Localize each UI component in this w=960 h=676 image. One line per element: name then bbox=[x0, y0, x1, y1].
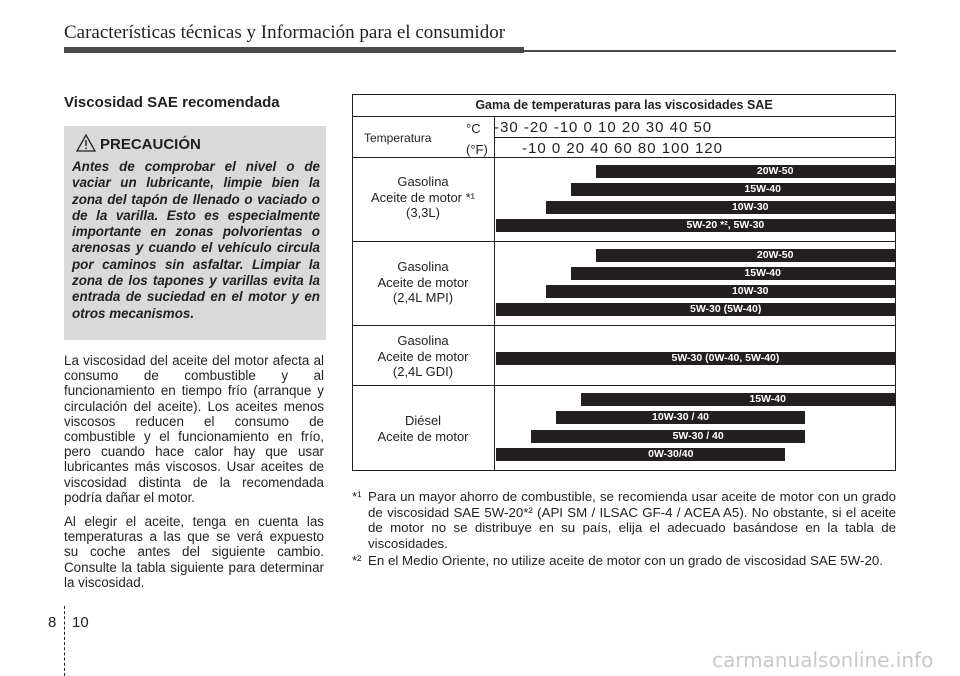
temperature-label: Temperatura bbox=[364, 131, 432, 145]
footnote-text: Para un mayor ahorro de combustible, se recomienda usar aceite de motor con un grado de viscosidad SAE 5W-20*² (API SM / ILSAC GF-4 / ACEA A5). No obstante, si el aceite de motor no se distribuye en su país, elija el adecuado basándose en la tabla de viscosidades. bbox=[368, 489, 896, 551]
viscosity-bar bbox=[496, 448, 785, 461]
viscosity-bar-label: 10W-30 / 40 bbox=[652, 411, 710, 424]
caution-title: PRECAUCIÓN bbox=[100, 136, 201, 153]
fahrenheit-scale: -10 0 20 40 60 80 100 120 bbox=[522, 140, 723, 157]
celsius-scale: -30 -20 -10 0 10 20 30 40 50 bbox=[494, 119, 713, 136]
viscosity-bar-label: 0W-30/40 bbox=[648, 448, 694, 461]
page-header-title: Características técnicas y Información para el consumidor bbox=[64, 22, 506, 43]
paragraph-viscosity: La viscosidad del aceite del motor afecta al consumo de combustible y al funcionamiento en tiempo frío (arranque y circulación del aceite). Los aceites menos viscosos reducen el consumo de combustible y el funcionamiento en frío, pero cuando hace calor hay que usar lubricantes más viscosos. Usar aceites de viscosidad distinta de la recomendada podría dañar el motor. bbox=[64, 353, 324, 505]
row-label-diesel: Diésel Aceite de motor bbox=[377, 413, 469, 444]
viscosity-bar-label: 15W-40 bbox=[749, 392, 786, 405]
viscosity-bar-label: 5W-30 / 40 bbox=[672, 429, 724, 442]
viscosity-bar-label: 5W-30 (5W-40) bbox=[690, 303, 762, 316]
viscosity-bar bbox=[581, 393, 895, 406]
page-number: 10 bbox=[72, 614, 89, 631]
viscosity-bar-label: 10W-30 bbox=[731, 201, 769, 214]
viscosity-bar-label: 20W-50 bbox=[756, 248, 794, 261]
row-label-gasolina-3-3: Gasolina Aceite de motor *¹ (3,3L) bbox=[370, 174, 476, 220]
viscosity-bar bbox=[596, 165, 895, 178]
viscosity-bar bbox=[531, 430, 805, 443]
viscosity-bar-label: 5W-20 *², 5W-30 bbox=[686, 219, 765, 232]
footnote-mark: *¹ bbox=[352, 489, 362, 504]
table-title: Gama de temperaturas para las viscosidades SAE bbox=[475, 98, 773, 112]
viscosity-bar-label: 5W-30 (0W-40, 5W-40) bbox=[671, 352, 780, 364]
viscosity-bar bbox=[496, 303, 895, 316]
section-title: Viscosidad SAE recomendada bbox=[64, 94, 280, 111]
unit-celsius: °C bbox=[466, 121, 481, 136]
viscosity-bar bbox=[546, 201, 895, 214]
viscosity-bar-label: 20W-50 bbox=[756, 164, 794, 177]
viscosity-bar-label: 15W-40 bbox=[744, 266, 781, 279]
footnote-text: En el Medio Oriente, no utilize aceite de motor con un grado de viscosidad SAE 5W-20. bbox=[368, 553, 883, 568]
viscosity-bar bbox=[496, 219, 895, 232]
footnote-2 bbox=[352, 553, 896, 569]
unit-fahrenheit: (°F) bbox=[466, 142, 488, 157]
footnote-1 bbox=[352, 489, 896, 551]
viscosity-bar bbox=[571, 267, 895, 280]
viscosity-bar bbox=[571, 183, 895, 196]
viscosity-bar bbox=[546, 285, 895, 298]
footnotes bbox=[352, 489, 896, 571]
viscosity-bar-label: 10W-30 bbox=[731, 285, 769, 298]
warning-triangle-icon bbox=[76, 134, 96, 152]
viscosity-bar-label: 15W-40 bbox=[744, 182, 781, 195]
header-rule bbox=[64, 47, 524, 53]
viscosity-bar bbox=[556, 411, 805, 424]
row-label-gasolina-2-4-gdi: Gasolina Aceite de motor (2,4L GDI) bbox=[377, 333, 469, 379]
caution-text: Antes de comprobar el nivel o de vaciar un lubricante, limpie bien la zona del tapón de llenado o vaciado o de la varilla. Esto es especialmente importante en zonas polvorientas o arenosas y cuando el vehículo circula por caminos sin asfaltar. Limpiar la zona de los tapones y varillas evita la entrada de suciedad en el motor y en otros mecanismos. bbox=[72, 159, 320, 321]
caution-box bbox=[64, 126, 326, 340]
section-number: 8 bbox=[48, 614, 57, 631]
header-rule-thin bbox=[524, 50, 896, 52]
paragraph-choose-oil: Al elegir el aceite, tenga en cuenta las temperaturas a las que se verá expuesto su coche antes del siguiente cambio. Consulte la tabla siguiente para determinar la viscosidad. bbox=[64, 514, 324, 590]
watermark: carmanualsonline.info bbox=[712, 648, 934, 672]
page-divider bbox=[64, 606, 65, 676]
footnote-mark: *² bbox=[352, 553, 362, 568]
viscosity-bar bbox=[596, 249, 895, 262]
viscosity-bar bbox=[496, 352, 895, 365]
row-label-gasolina-2-4-mpi: Gasolina Aceite de motor (2,4L MPI) bbox=[377, 259, 469, 305]
